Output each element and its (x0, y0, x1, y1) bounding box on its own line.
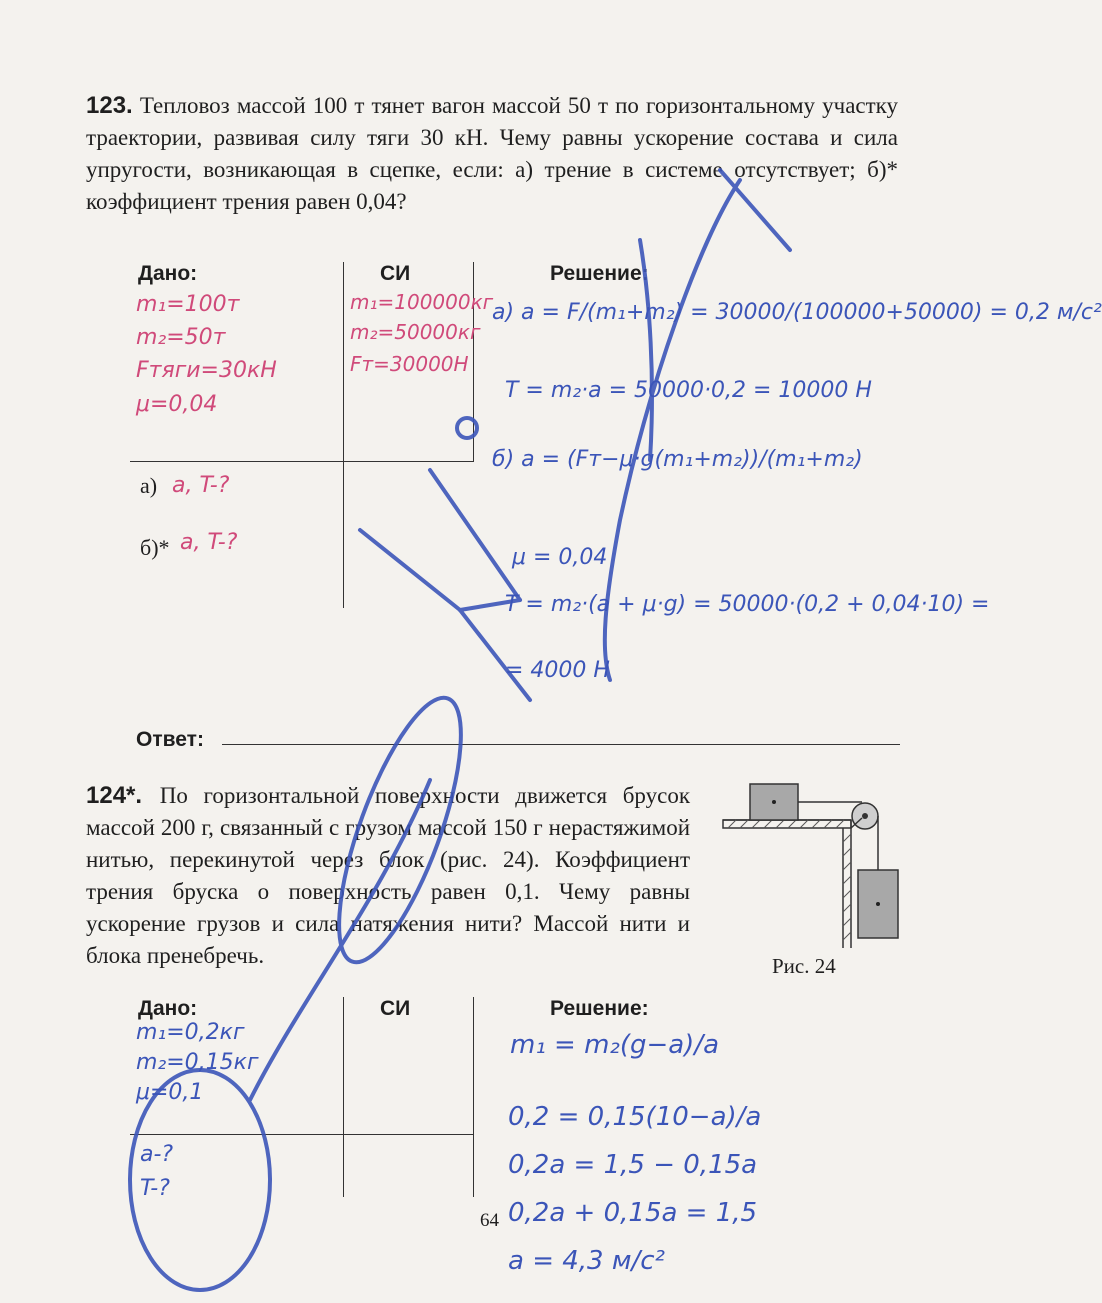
hw-find-b-123: a, T-? (180, 530, 238, 555)
solution-header-124: Решение: (550, 997, 649, 1020)
hw-si-123-force: Fт=30000Н (350, 352, 469, 376)
answer-label: Ответ: (136, 728, 204, 751)
figure-caption: Рис. 24 (772, 954, 836, 978)
page-number: 64 (480, 1210, 499, 1231)
hw-given-124-mu: μ=0,1 (136, 1080, 204, 1105)
hw-sol-123-b: б) a = (Fт−μ·g(m₁+m₂))/(m₁+m₂) (492, 447, 863, 472)
scribble-stroke-3 (720, 170, 790, 250)
hw-si-123-m2: m₂=50000кг (350, 320, 481, 344)
hw-given-123-m1: m₁=100т (136, 292, 240, 317)
hw-sol-123-tension-b: T = m₂·(a + μ·g) = 50000·(0,2 + 0,04·10) = (505, 592, 990, 617)
scribble-dot (457, 418, 477, 438)
hw-given-123-force: Fтяги=30кН (136, 358, 277, 383)
given-header-124: Дано: (138, 997, 198, 1020)
hw-find-a-123: a, T-? (172, 473, 230, 498)
scribble-stroke-1 (605, 180, 740, 680)
scribble-stroke-6 (460, 600, 520, 610)
hw-sol-124-line2: 0,2 = 0,15(10−a)/a (508, 1102, 762, 1132)
solution-header-123: Решение: (550, 262, 649, 285)
hw-sol-124-line1: m₁ = m₂(g−a)/a (510, 1030, 720, 1060)
find-b-label: б)* (140, 535, 170, 560)
hw-find-124-a: a-? (140, 1142, 174, 1167)
hw-sol-124-line5: a = 4,3 м/с² (508, 1246, 665, 1276)
hw-given-124-m2: m₂=0,15кг (136, 1050, 259, 1075)
scribble-stroke-4 (360, 530, 530, 700)
problem-124-statement: По горизонтальной поверхности движется брусок массой 200 г, связанный с грузом массой 150 г нерастяжимой нитью, перекинутой через блок (рис. 24). Коэффициент трения бруска о поверхность равен 0,1. Чему равны ускорение грузов и сила натяжения нити? Массой нити и блока пренебречь. (86, 783, 690, 968)
hw-given-124-m1: m₁=0,2кг (136, 1020, 245, 1045)
problem-123-number: 123. (86, 92, 133, 119)
hw-sol-124-line4: 0,2a + 0,15a = 1,5 (508, 1198, 758, 1228)
problem-124-number: 124*. (86, 782, 143, 809)
hw-sol-124-line3: 0,2a = 1,5 − 0,15a (508, 1150, 758, 1180)
scribble-ellipse-1 (315, 685, 486, 975)
scribble-stroke-5 (430, 470, 520, 600)
hw-si-123-m1: m₁=100000кг (350, 290, 494, 314)
hw-given-123-m2: m₂=50т (136, 325, 226, 350)
problem-123-statement: Тепловоз массой 100 т тянет вагон массой 50 т по горизонтальному участку траектории, развивая силу тяги 30 кН. Чему равны ускорение состава и сила упругости, возникающая в сцепке, если: а) трение в системе отсутствует; б)* коэффициент трения равен 0,04? (86, 93, 899, 214)
hw-given-123-mu: μ=0,04 (136, 392, 218, 417)
find-a-label: а) (140, 473, 158, 498)
given-header-123: Дано: (138, 262, 198, 285)
hw-sol-123-result: = 4000 Н (505, 658, 610, 683)
scribble-ellipse-2 (130, 1070, 270, 1290)
hw-sol-123-mu: μ = 0,04 (512, 545, 608, 570)
hw-sol-123-tension: T = m₂·a = 50000·0,2 = 10000 Н (505, 378, 872, 403)
hw-find-124-t: T-? (140, 1176, 170, 1201)
si-header-123: СИ (380, 262, 411, 285)
hw-sol-123-a: а) a = F/(m₁+m₂) = 30000/(100000+50000) = 0,2 м/с² (492, 300, 1102, 325)
si-header-124: СИ (380, 997, 411, 1020)
